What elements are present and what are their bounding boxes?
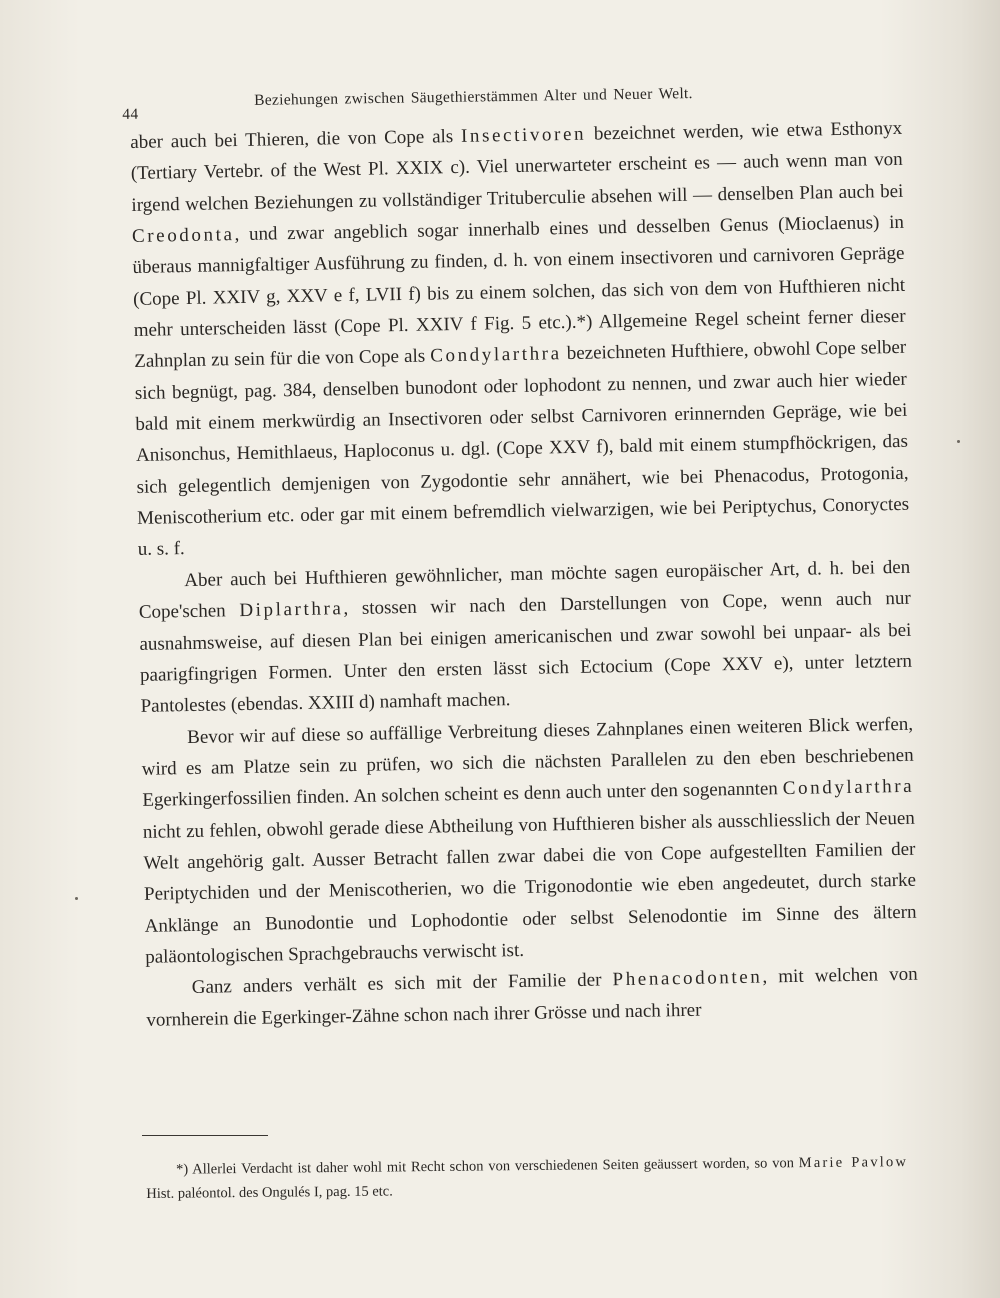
text-run: Ganz anders verhält es sich mit der Familie der: [191, 969, 613, 999]
text-run: nicht zu fehlen, obwohl gerade diese Abtheilung von Hufthieren bisher als ausschliesslich der Neuen Welt angehörig galt. Ausser Betracht fallen zwar dabei die von Cope aufgestellten Familien der Periptychiden und der Meniscotherien, wo die Trigonodontie wie eben angedeutet, durch starke Anklänge an Bunodontie und Lophodontie oder selbst Selenodontie im Sinne des ältern paläontologischen Sprachgebrauchs verwischt ist.: [142, 807, 917, 968]
body-text: [130, 113, 919, 1036]
running-head-title: Beziehungen zwischen Säugethierstämmen Alter und Neuer Welt.: [254, 85, 693, 109]
spaced-term: Creodonta: [131, 224, 235, 248]
text-run: bezeichneten Hufthiere, obwohl Cope selber sich begnügt, pag. 384, denselben bunodont oder lophodont zu nennen, und zwar auch hier wieder bald mit einem merkwürdig an Insectivoren oder selbst Carnivoren erinnernden Gepräge, wie bei Anisonchus, Hemithlaeus, Haploconus u. dgl. (Cope XXV f), bald mit einem stumpfhöckrigen, das sich gelegentlich demjenigen von Zygodontie sehr annähert, wie bei Phenacodus, Protogonia, Meniscotherium etc. oder gar mit einem befremdlich vielwarzigen, wie bei Periptychus, Conoryctes u. s. f.: [134, 337, 910, 561]
paragraph-4: [146, 959, 919, 1036]
text-run: *) Allerlei Verdacht ist daher wohl mit Recht schon von verschiedenen Seiten geäussert worden, so von: [176, 1155, 799, 1178]
spaced-term: Diplarthra: [239, 598, 344, 622]
text-run: , stossen wir nach den Darstellungen von Cope, wenn auch nur ausnahmsweise, auf diesen Plan bei einigen americanischen und zwar sowohl bei unpaar- als bei paarigfingrigen Formen. Unter den ersten lässt sich Ectocium (Cope XXV e), unter letztern Pantolestes (ebendas. XXIII d) namhaft machen.: [139, 587, 913, 718]
spaced-term: Condylarthra: [430, 343, 562, 367]
running-head: [122, 82, 762, 122]
text-run: Aber auch bei Hufthieren gewöhnlicher, man möchte sagen europäischer Art, d. h. bei den Cope'schen: [138, 556, 911, 624]
spaced-term: Phenacodonten: [612, 966, 763, 991]
text-run: Bevor wir auf diese so auffällige Verbreitung dieses Zahnplanes einen weiteren Blick werfen, wird es am Platze sein zu prüfen, wo sich die nächsten Parallelen zu den eben beschriebenen Egerkingerfossilien finden. An solchen scheint es denn auch unter den sogenannten: [141, 713, 914, 812]
spaced-term: Condylarthra: [782, 775, 915, 800]
text-run: , mit welchen von vornherein die Egerkinger-Zähne schon nach ihrer Grösse und nach ihrer: [146, 963, 918, 1031]
footnote-divider: [142, 1135, 268, 1136]
text-run: , und zwar angeblich sogar innerhalb eines und desselben Genus (Mioclaenus) in überaus mannigfaltiger Ausführung zu finden, d. h. von einem insectivoren und carnivoren Gepräge (Cope Pl. XXIV g, XXV e f, LVII f) bis zu einem solchen, das sich von dem von Hufthieren nicht mehr unterscheiden lässt (Cope Pl. XXIV f Fig. 5 etc.).*) Allgemeine Regel scheint ferner dieser Zahnplan zu sein für die von Cope als: [132, 211, 906, 373]
text-run: aber auch bei Thieren, die von Cope als: [130, 125, 462, 153]
paper-speck: [957, 440, 960, 443]
paragraph-2: [138, 552, 913, 723]
paragraph-3: [141, 708, 917, 973]
paper-speck: [75, 897, 78, 900]
footnote: [146, 1150, 908, 1206]
page-number: 44: [122, 105, 139, 123]
spaced-author-name: Marie Pavlow: [798, 1154, 909, 1172]
text-run: bezeichnet werden, wie etwa Esthonyx (Tertiary Vertebr. of the West Pl. XXIX c). Viel unerwarteter erscheint es — auch wenn man von irgend welchen Beziehungen zu vollständiger Trituberculie absehen will — denselben Plan auch bei: [130, 117, 904, 216]
paragraph-1: [130, 113, 910, 566]
text-run: Hist. paléontol. des Ongulés I, pag. 15 etc.: [146, 1183, 393, 1202]
spaced-term: Insectivoren: [460, 123, 587, 147]
